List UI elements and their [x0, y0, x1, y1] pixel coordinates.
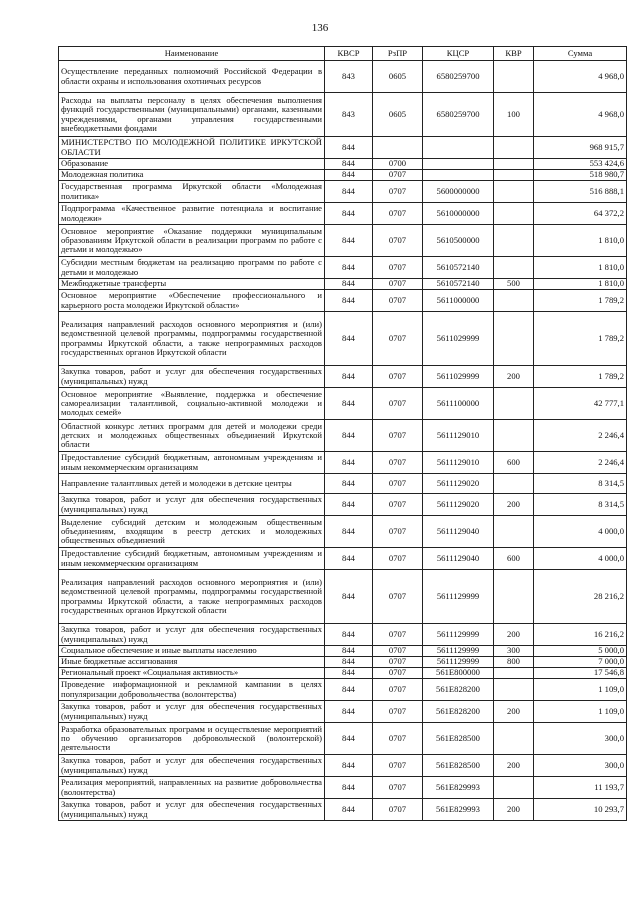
cell-sum: 1 109,0 [534, 701, 627, 723]
cell-name: Основное мероприятие «Обеспечение профессионального и карьерного роста молодежи Иркутской области» [59, 290, 325, 312]
cell-kvr [494, 137, 534, 159]
cell-kvr: 200 [494, 624, 534, 646]
table-row [59, 312, 627, 366]
table-row [59, 279, 627, 290]
cell-name: Государственная программа Иркутской области «Молодежная политика» [59, 181, 325, 203]
cell-sum: 7 000,0 [534, 657, 627, 668]
cell-kvsr: 844 [325, 777, 373, 799]
cell-kvsr: 843 [325, 61, 373, 93]
cell-kvr [494, 570, 534, 624]
cell-sum: 2 246,4 [534, 420, 627, 452]
cell-kvr: 100 [494, 93, 534, 137]
cell-kcsr: 5611129999 [423, 624, 494, 646]
cell-kcsr: 6580259700 [423, 93, 494, 137]
cell-name: Проведение информационной и рекламной кампании в целях популяризации добровольчества (волонтерства) [59, 679, 325, 701]
cell-rzpr: 0707 [373, 420, 423, 452]
cell-kcsr: 5611129040 [423, 548, 494, 570]
cell-sum: 300,0 [534, 723, 627, 755]
cell-rzpr: 0707 [373, 452, 423, 474]
header-kcsr: КЦСР [423, 47, 494, 61]
cell-kcsr: 5600000000 [423, 181, 494, 203]
cell-rzpr: 0707 [373, 474, 423, 494]
cell-sum: 4 000,0 [534, 548, 627, 570]
cell-kvr [494, 290, 534, 312]
cell-kvsr: 843 [325, 93, 373, 137]
table-body [59, 61, 627, 821]
cell-name: Региональный проект «Социальная активность» [59, 668, 325, 679]
cell-name: Расходы на выплаты персоналу в целях обеспечения выполнения функций государственными (муниципальными) органами, казенными учреждениями, органами управления государственными внебюджетными фондами [59, 93, 325, 137]
cell-kcsr: 5611129020 [423, 494, 494, 516]
cell-rzpr: 0707 [373, 799, 423, 821]
cell-rzpr: 0605 [373, 61, 423, 93]
table-row [59, 225, 627, 257]
cell-sum: 1 789,2 [534, 290, 627, 312]
cell-rzpr: 0707 [373, 657, 423, 668]
table-row [59, 799, 627, 821]
cell-kvsr: 844 [325, 137, 373, 159]
cell-kvsr: 844 [325, 170, 373, 181]
cell-kvsr: 844 [325, 723, 373, 755]
table-row [59, 755, 627, 777]
cell-kvsr: 844 [325, 474, 373, 494]
cell-rzpr: 0707 [373, 290, 423, 312]
cell-sum: 4 000,0 [534, 516, 627, 548]
cell-kvsr: 844 [325, 668, 373, 679]
cell-rzpr: 0707 [373, 203, 423, 225]
cell-kvr: 200 [494, 701, 534, 723]
cell-kvr: 200 [494, 494, 534, 516]
cell-sum: 64 372,2 [534, 203, 627, 225]
cell-kvr [494, 777, 534, 799]
cell-rzpr: 0707 [373, 701, 423, 723]
cell-kvsr: 844 [325, 257, 373, 279]
cell-sum: 5 000,0 [534, 646, 627, 657]
cell-kvsr: 844 [325, 516, 373, 548]
table-row [59, 452, 627, 474]
cell-name: Закупка товаров, работ и услуг для обеспечения государственных (муниципальных) нужд [59, 624, 325, 646]
cell-kvsr: 844 [325, 312, 373, 366]
cell-kvsr: 844 [325, 799, 373, 821]
cell-kcsr: 5611129040 [423, 516, 494, 548]
header-name: Наименование [59, 47, 325, 61]
cell-kcsr: 561E828200 [423, 701, 494, 723]
cell-sum: 4 968,0 [534, 61, 627, 93]
table-row [59, 646, 627, 657]
cell-sum: 11 193,7 [534, 777, 627, 799]
cell-kvsr: 844 [325, 548, 373, 570]
table-row [59, 159, 627, 170]
cell-name: Реализация направлений расходов основного мероприятия и (или) ведомственной целевой программы, подпрограммы государственной программы Иркутской области, а также непрограммных расходов государственных органов Иркутской области [59, 312, 325, 366]
table-row [59, 657, 627, 668]
cell-kcsr: 561E828500 [423, 723, 494, 755]
cell-kvr [494, 420, 534, 452]
cell-kvsr: 844 [325, 657, 373, 668]
cell-kvr [494, 679, 534, 701]
cell-kvr [494, 723, 534, 755]
cell-kvsr: 844 [325, 624, 373, 646]
table-row [59, 388, 627, 420]
cell-name: Выделение субсидий детским и молодежным общественным объединениям, входящим в реестр детских и молодежных общественных объединений [59, 516, 325, 548]
cell-name: Осуществление переданных полномочий Российской Федерации в области охраны и использования охотничьих ресурсов [59, 61, 325, 93]
cell-kcsr: 5611129999 [423, 657, 494, 668]
cell-rzpr: 0707 [373, 624, 423, 646]
cell-rzpr: 0707 [373, 548, 423, 570]
cell-rzpr: 0707 [373, 170, 423, 181]
cell-kvr: 500 [494, 279, 534, 290]
cell-rzpr: 0707 [373, 225, 423, 257]
cell-kcsr: 5610000000 [423, 203, 494, 225]
cell-kcsr: 5611000000 [423, 290, 494, 312]
cell-name: Предоставление субсидий бюджетным, автономным учреждениям и иным некоммерческим организациям [59, 548, 325, 570]
cell-name: Областной конкурс летних программ для детей и молодежи среди детских и молодежных общественных объединений Иркутской области [59, 420, 325, 452]
cell-name: Образование [59, 159, 325, 170]
cell-sum: 1 789,2 [534, 366, 627, 388]
table-row [59, 624, 627, 646]
cell-kvsr: 844 [325, 755, 373, 777]
cell-sum: 42 777,1 [534, 388, 627, 420]
budget-table [58, 46, 627, 821]
cell-name: Основное мероприятие «Оказание поддержки муниципальным образованиям Иркутской области в реализации программ по работе с детьми и молодежью» [59, 225, 325, 257]
table-row [59, 668, 627, 679]
cell-rzpr: 0707 [373, 279, 423, 290]
cell-sum: 1 810,0 [534, 279, 627, 290]
cell-kcsr: 6580259700 [423, 61, 494, 93]
table-row [59, 257, 627, 279]
cell-sum: 8 314,5 [534, 494, 627, 516]
cell-kvr [494, 203, 534, 225]
cell-kvsr: 844 [325, 290, 373, 312]
cell-kcsr: 5611100000 [423, 388, 494, 420]
cell-kvr: 300 [494, 646, 534, 657]
cell-kvr: 800 [494, 657, 534, 668]
table-row [59, 679, 627, 701]
cell-rzpr: 0707 [373, 668, 423, 679]
cell-kcsr: 561E800000 [423, 668, 494, 679]
cell-name: Реализация направлений расходов основного мероприятия и (или) ведомственной целевой программы, подпрограммы государственной программы Иркутской области, а также непрограммных расходов государственных органов Иркутской области [59, 570, 325, 624]
cell-rzpr: 0707 [373, 388, 423, 420]
cell-rzpr: 0707 [373, 755, 423, 777]
table-row [59, 93, 627, 137]
cell-kvsr: 844 [325, 388, 373, 420]
cell-kvr [494, 516, 534, 548]
cell-kvr [494, 474, 534, 494]
cell-rzpr: 0707 [373, 679, 423, 701]
cell-kcsr: 5611129010 [423, 420, 494, 452]
cell-kvsr: 844 [325, 366, 373, 388]
cell-rzpr: 0707 [373, 366, 423, 388]
cell-name: МИНИСТЕРСТВО ПО МОЛОДЕЖНОЙ ПОЛИТИКЕ ИРКУТСКОЙ ОБЛАСТИ [59, 137, 325, 159]
cell-kcsr: 561E828500 [423, 755, 494, 777]
table-row [59, 420, 627, 452]
table-row [59, 701, 627, 723]
cell-kcsr: 5611029999 [423, 366, 494, 388]
table-row [59, 777, 627, 799]
cell-kvsr: 844 [325, 494, 373, 516]
cell-name: Подпрограмма «Качественное развитие потенциала и воспитание молодежи» [59, 203, 325, 225]
cell-kvr: 600 [494, 548, 534, 570]
cell-kcsr: 5611129999 [423, 646, 494, 657]
page-number: 136 [311, 22, 329, 34]
table-row [59, 203, 627, 225]
cell-name: Разработка образовательных программ и осуществление мероприятий по обучению организаторов добровольческой (волонтерской) деятельности [59, 723, 325, 755]
cell-kcsr: 5610572140 [423, 279, 494, 290]
cell-rzpr: 0707 [373, 646, 423, 657]
cell-kvsr: 844 [325, 203, 373, 225]
cell-name: Предоставление субсидий бюджетным, автономным учреждениям и иным некоммерческим организациям [59, 452, 325, 474]
cell-kvsr: 844 [325, 181, 373, 203]
cell-sum: 8 314,5 [534, 474, 627, 494]
cell-rzpr: 0707 [373, 516, 423, 548]
cell-rzpr: 0707 [373, 494, 423, 516]
cell-kvsr: 844 [325, 646, 373, 657]
cell-sum: 1 810,0 [534, 257, 627, 279]
cell-name: Закупка товаров, работ и услуг для обеспечения государственных (муниципальных) нужд [59, 701, 325, 723]
header-rzpr: РзПР [373, 47, 423, 61]
cell-kvr: 200 [494, 755, 534, 777]
cell-kcsr: 5610572140 [423, 257, 494, 279]
cell-rzpr: 0707 [373, 723, 423, 755]
cell-name: Межбюджетные трансферты [59, 279, 325, 290]
cell-kcsr: 5611129999 [423, 570, 494, 624]
cell-kvsr: 844 [325, 225, 373, 257]
cell-rzpr: 0707 [373, 777, 423, 799]
cell-sum: 10 293,7 [534, 799, 627, 821]
cell-name: Иные бюджетные ассигнования [59, 657, 325, 668]
cell-sum: 1 789,2 [534, 312, 627, 366]
cell-kcsr [423, 159, 494, 170]
cell-sum: 518 980,7 [534, 170, 627, 181]
cell-kcsr: 561E829993 [423, 799, 494, 821]
cell-sum: 1 810,0 [534, 225, 627, 257]
cell-rzpr: 0605 [373, 93, 423, 137]
cell-kvr [494, 257, 534, 279]
cell-kvsr: 844 [325, 701, 373, 723]
cell-kvr [494, 388, 534, 420]
cell-name: Закупка товаров, работ и услуг для обеспечения государственных (муниципальных) нужд [59, 799, 325, 821]
table-row [59, 570, 627, 624]
cell-sum: 17 546,8 [534, 668, 627, 679]
cell-name: Реализация мероприятий, направленных на развитие добровольчества (волонтерства) [59, 777, 325, 799]
table-row [59, 723, 627, 755]
cell-name: Закупка товаров, работ и услуг для обеспечения государственных (муниципальных) нужд [59, 366, 325, 388]
cell-rzpr: 0707 [373, 181, 423, 203]
cell-name: Направление талантливых детей и молодежи в детские центры [59, 474, 325, 494]
table-row [59, 494, 627, 516]
cell-name: Социальное обеспечение и иные выплаты населению [59, 646, 325, 657]
cell-kvr: 200 [494, 366, 534, 388]
cell-name: Закупка товаров, работ и услуг для обеспечения государственных (муниципальных) нужд [59, 494, 325, 516]
cell-kvr: 200 [494, 799, 534, 821]
table-row [59, 474, 627, 494]
cell-rzpr: 0707 [373, 312, 423, 366]
cell-name: Основное мероприятие «Выявление, поддержка и обеспечение самореализации талантливой, социально-активной молодежи и молодых семей» [59, 388, 325, 420]
cell-sum: 2 246,4 [534, 452, 627, 474]
cell-kcsr [423, 170, 494, 181]
table-row [59, 516, 627, 548]
table-row [59, 137, 627, 159]
cell-kvsr: 844 [325, 452, 373, 474]
cell-kcsr: 5611129020 [423, 474, 494, 494]
table-header [59, 47, 627, 61]
cell-rzpr [373, 137, 423, 159]
header-sum: Сумма [534, 47, 627, 61]
cell-kvr [494, 668, 534, 679]
table-row [59, 170, 627, 181]
cell-kvr: 600 [494, 452, 534, 474]
cell-kvr [494, 181, 534, 203]
cell-sum: 300,0 [534, 755, 627, 777]
cell-name: Молодежная политика [59, 170, 325, 181]
cell-sum: 16 216,2 [534, 624, 627, 646]
header-kvsr: КВСР [325, 47, 373, 61]
cell-rzpr: 0707 [373, 257, 423, 279]
cell-sum: 553 424,6 [534, 159, 627, 170]
cell-kvr [494, 159, 534, 170]
cell-kvsr: 844 [325, 570, 373, 624]
cell-kvsr: 844 [325, 679, 373, 701]
table-row [59, 548, 627, 570]
header-kvr: КВР [494, 47, 534, 61]
cell-kcsr: 561E829993 [423, 777, 494, 799]
cell-kvsr: 844 [325, 159, 373, 170]
cell-sum: 28 216,2 [534, 570, 627, 624]
cell-sum: 968 915,7 [534, 137, 627, 159]
cell-kvr [494, 225, 534, 257]
cell-kcsr: 5610500000 [423, 225, 494, 257]
cell-sum: 516 888,1 [534, 181, 627, 203]
cell-kvr [494, 170, 534, 181]
table-row [59, 290, 627, 312]
cell-sum: 1 109,0 [534, 679, 627, 701]
table-row [59, 181, 627, 203]
cell-rzpr: 0707 [373, 570, 423, 624]
cell-kvsr: 844 [325, 279, 373, 290]
table-row [59, 366, 627, 388]
header-row [59, 47, 627, 61]
cell-kvr [494, 61, 534, 93]
cell-kvr [494, 312, 534, 366]
cell-sum: 4 968,0 [534, 93, 627, 137]
table-row [59, 61, 627, 93]
cell-name: Субсидии местным бюджетам на реализацию программ по работе с детьми и молодежью [59, 257, 325, 279]
cell-kvsr: 844 [325, 420, 373, 452]
cell-kcsr: 5611029999 [423, 312, 494, 366]
cell-kcsr: 5611129010 [423, 452, 494, 474]
cell-name: Закупка товаров, работ и услуг для обеспечения государственных (муниципальных) нужд [59, 755, 325, 777]
cell-kcsr: 561E828200 [423, 679, 494, 701]
cell-kcsr [423, 137, 494, 159]
cell-rzpr: 0700 [373, 159, 423, 170]
